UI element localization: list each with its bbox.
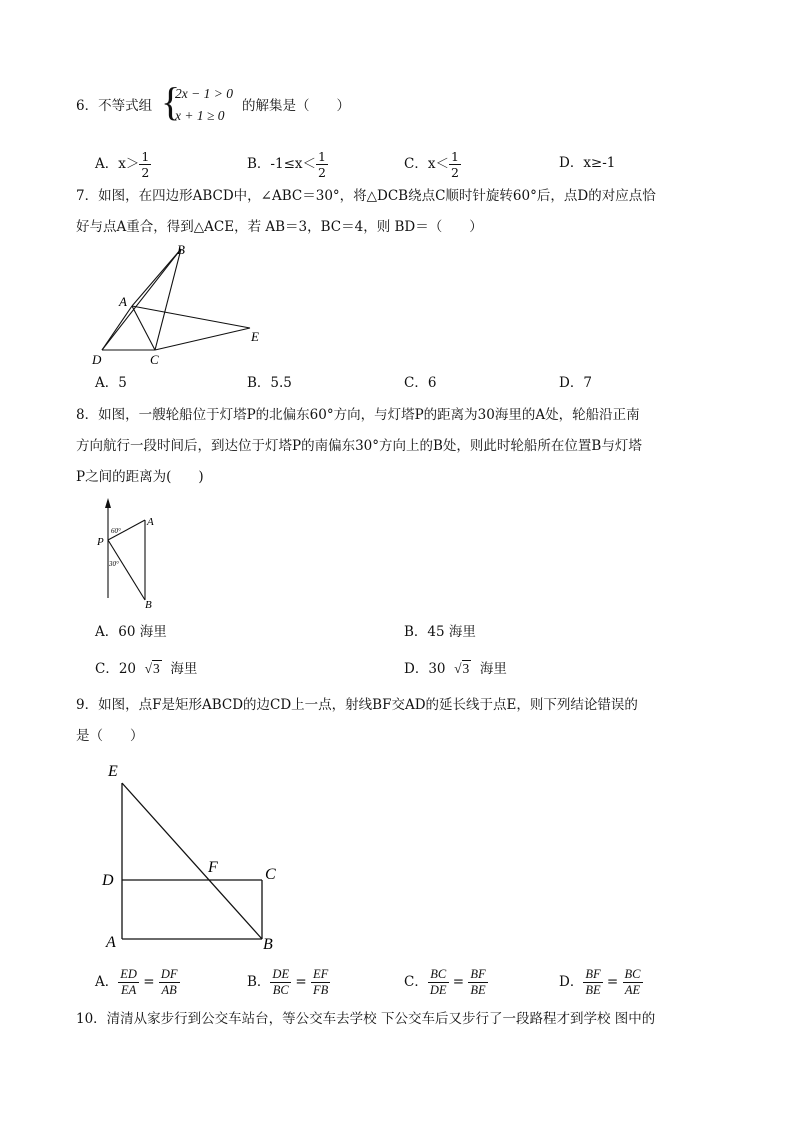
q9-stem-line-2: 是（ ） [76, 728, 144, 744]
q7-option-a[interactable]: A．5 [95, 375, 127, 391]
q6-tail: 的解集是（ ） [242, 98, 350, 114]
q7-option-b[interactable]: B．5.5 [247, 375, 292, 391]
q6-stem: 6．不等式组 [76, 98, 153, 114]
fraction: $\frac{EF}{FB}$ [313, 967, 329, 997]
q8-option-a[interactable]: A．60 海里 [95, 624, 167, 640]
sqrt-symbol: √3 [454, 661, 470, 676]
fraction: $\frac{BC}{DE}$ [429, 967, 447, 997]
q7-label-c: C [150, 352, 159, 367]
fraction: $\frac{BF}{BE}$ [470, 967, 486, 997]
q8-stem-line-1: 8．如图，一艘轮船位于灯塔P的北偏东60°方向，与灯塔P的距离为30海里的A处，轮船沿正南 [76, 407, 640, 423]
q8-option-c[interactable]: C．20 √3 海里 [95, 661, 198, 677]
fraction: $\frac{1}{2}$ [450, 149, 459, 180]
q7-label-b: B [177, 242, 185, 257]
q9-figure [96, 755, 290, 955]
q9-label-c: C [265, 866, 276, 883]
q9-option-d[interactable]: D． $\frac{BF}{BE}$ = $\frac{BC}{AE}$ [559, 967, 641, 997]
q6-option-b[interactable]: B．-1≤x＜ $\frac{1}{2}$ [247, 149, 326, 180]
fraction: $\frac{DF}{AB}$ [160, 967, 178, 997]
q9-stem-line-1: 9．如图，点F是矩形ABCD的边CD上一点，射线BF交AD的延长线于点E，则下列结论错误的 [76, 697, 638, 713]
fraction: $\frac{BC}{AE}$ [624, 967, 641, 997]
q9-label-a: A [106, 934, 116, 951]
q7-label-e: E [251, 329, 259, 344]
q6-system-line-2: x + 1 ≥ 0 [175, 108, 225, 123]
q10-stem-line-1: 10．清清从家步行到公交车站台，等公交车去学校 下公交车后又步行了一段路程才到学校 图中的 [76, 1011, 656, 1027]
q7-figure [88, 240, 268, 368]
q8-figure [92, 494, 172, 612]
fraction: $\frac{DE}{BC}$ [272, 967, 290, 997]
q6-option-a[interactable]: A．x＞ $\frac{1}{2}$ [95, 149, 150, 180]
q9-label-e: E [108, 763, 118, 780]
q8-label-b: B [145, 599, 152, 611]
fraction: $\frac{1}{2}$ [141, 149, 150, 180]
q7-label-a: A [119, 294, 127, 309]
q9-label-f: F [208, 859, 218, 876]
fraction: $\frac{ED}{EA}$ [120, 967, 137, 997]
q7-option-c[interactable]: C．6 [404, 375, 437, 391]
q9-option-a[interactable]: A． $\frac{ED}{EA}$ = $\frac{DF}{AB}$ [95, 967, 178, 997]
sqrt-symbol: √3 [144, 661, 160, 676]
q8-angle-30: 30° [109, 560, 119, 568]
fraction: $\frac{1}{2}$ [318, 149, 326, 180]
q7-option-d[interactable]: D．7 [559, 375, 592, 391]
q8-label-p: P [97, 536, 104, 548]
q7-label-d: D [92, 352, 102, 367]
q8-option-d[interactable]: D．30 √3 海里 [404, 661, 507, 677]
q8-angle-60: 60° [111, 527, 121, 535]
q9-label-d: D [102, 872, 114, 889]
q7-stem-line-2: 好与点A重合，得到△ACE，若 AB＝3，BC＝4，则 BD＝（ ） [76, 219, 483, 235]
q7-stem-line-1: 7．如图，在四边形ABCD中，∠ABC＝30°，将△DCB绕点C顺时针旋转60°后，点D的对应点恰 [76, 188, 656, 204]
q6-option-d[interactable]: D．x≥-1 [559, 155, 616, 171]
q8-option-b[interactable]: B．45 海里 [404, 624, 476, 640]
fraction: $\frac{BF}{BE}$ [585, 967, 601, 997]
q6-system-line-1: 2x − 1 > 0 [175, 86, 233, 101]
q9-option-b[interactable]: B． $\frac{DE}{BC}$ = $\frac{EF}{FB}$ [247, 967, 329, 997]
q8-stem-line-2: 方向航行一段时间后，到达位于灯塔P的南偏东30°方向上的B处，则此时轮船所在位置B与灯塔 [76, 438, 642, 454]
q6-option-c[interactable]: C．x＜ $\frac{1}{2}$ [404, 149, 459, 180]
q8-stem-line-3: P之间的距离为( ) [76, 469, 204, 485]
north-arrow-icon [105, 498, 111, 508]
q9-option-c[interactable]: C． $\frac{BC}{DE}$ = $\frac{BF}{BE}$ [404, 967, 486, 997]
q6-brace: { [161, 79, 181, 124]
q8-label-a: A [147, 516, 154, 528]
q9-label-b: B [263, 936, 273, 953]
